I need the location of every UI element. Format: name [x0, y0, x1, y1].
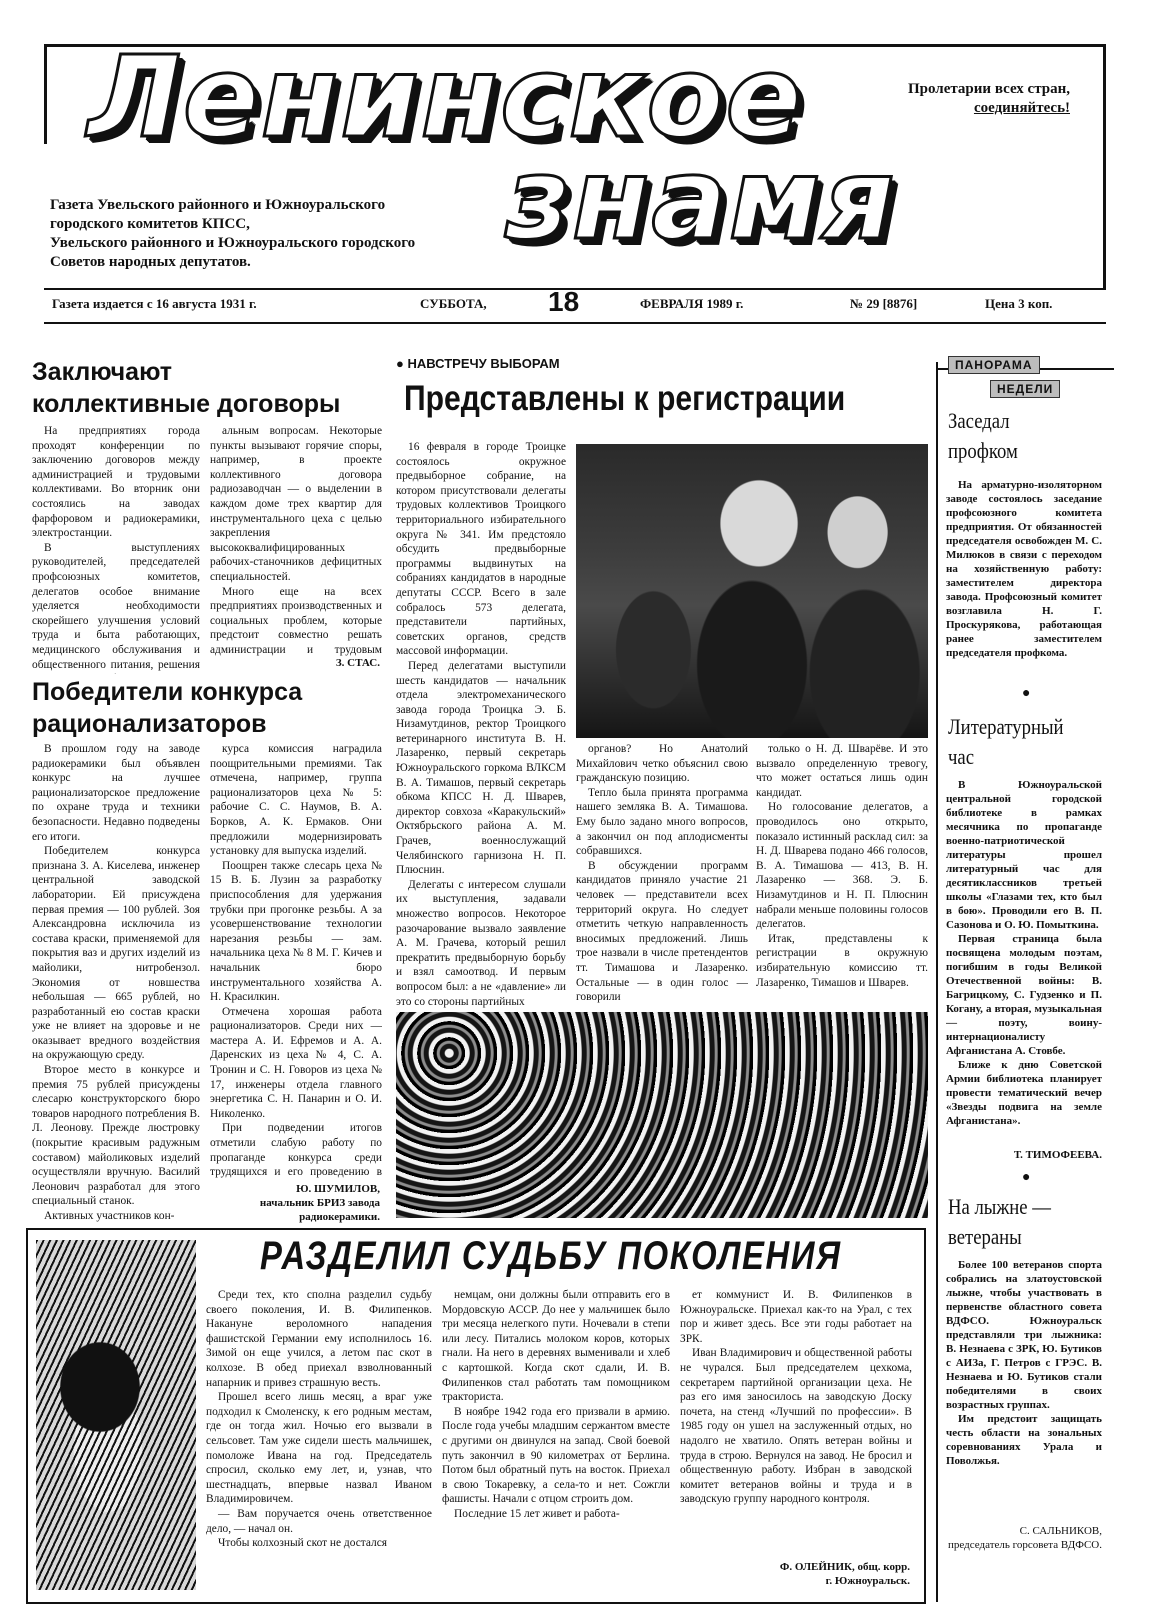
conference-crowd-photo — [396, 1012, 928, 1218]
paragraph: Более 100 ветеранов спорта собрались на златоустовской лыжне, чтобы участвовать в первенстве областного совета ВДФСО. Южноуральск представляли три лыжника: В. Незнаева с ЗРК, Ю. Бутиков с АИЗа, Г. Петров с ГРЭС. В. Незнаева и Ю. Бутиков стали победителями в своих возрастных группах. — [946, 1259, 1102, 1411]
paragraph: Активных участников кон- — [44, 1210, 175, 1222]
panorama-item3-text — [946, 1258, 1102, 1520]
issue-month-year: ФЕВРАЛЯ 1989 г. — [640, 296, 744, 311]
panorama-left-rule — [936, 362, 938, 1602]
title-line: профком — [948, 438, 1018, 463]
panorama-item1-text — [946, 478, 1102, 682]
publisher-line1: Газета Увельского районного и Южноуральского — [50, 197, 386, 213]
contracts-signature: З. СТАС. — [335, 657, 380, 669]
panorama-item2-title — [948, 712, 1064, 772]
panorama-tag: ПАНОРАМА — [948, 356, 1040, 374]
registration-photo — [576, 444, 928, 738]
title-line: час — [948, 744, 975, 769]
paragraph: На предприятиях города проходят конференции по заключению договоров между администрацией и трудовыми коллективами. Во вторник они состоялись на заводах фарфоровом и радиокерамики, электростанции. — [32, 425, 200, 540]
title-line: Литературный — [948, 714, 1064, 739]
signature-role: начальник БРИЗ завода радиокерамики. — [259, 1197, 380, 1223]
rubric-label: НАВСТРЕЧУ ВЫБОРАМ — [407, 356, 560, 371]
paragraph: немцам, они должны были отправить его в Мордовскую АССР. До нее у мальчишек было три месяца нелегкого пути. Ночевали в степи или лесу. Питались молоком коров, которых гнали. На него в деревнях выменивали и хлеб с картошкой. Когда скот сдали, И. В. Филипенков стал работать там помощником тракториста. — [442, 1289, 670, 1404]
generation-signature — [680, 1560, 910, 1588]
contracts-col2 — [210, 424, 382, 656]
paragraph: только о Н. Д. Шварёве. И это вызвало определенную тревогу, что может остаться лишь один кандидат. — [756, 743, 928, 799]
paragraph: В прошлом году на заводе радиокерамики был объявлен конкурс на лучшее рационализаторское предложение по охране труда и техники безопасности. Недавно подведены его итоги. — [32, 743, 200, 843]
rationalizers-col1 — [32, 742, 200, 1222]
paragraph: В Южноуральской центральной городской библиотеке в рамках месячника по пропаганде военно-патриотической литературы прошел литературный час для десятиклассников третьей школы «Глазами тех, кто был в бою». Проводили его В. П. Сазонова и О. Ю. Помыткина. — [946, 779, 1102, 931]
paragraph: Делегаты с интересом слушали их выступления, задавали множество вопросов. Некоторое разочарование вызвало заявление А. М. Грачева, который решил прекратить предвыборную борьбу и взял самоотвод. И первым вопросом был: а не «давление» ли это со стороны партийных — [396, 878, 566, 1008]
panorama-item2-signature: Т. ТИМОФЕЕВА. — [1013, 1149, 1102, 1161]
slogan-line1: Пролетарии всех стран, — [908, 81, 1070, 97]
elections-col3 — [756, 742, 928, 1010]
elections-title: Представлены к регистрации — [404, 379, 846, 418]
issue-number: № 29 [8876] — [850, 296, 918, 311]
paragraph: Чтобы колхозный скот не достался — [218, 1537, 388, 1550]
paragraph: курса комиссия наградила поощрительными премиями. Так отмечена, например, группа рационализаторов цеха № 5: рабочие С. С. Наумов, В. А. Борков, А. К. Ермаков. Они предложили модернизировать установку для выпуска изделий. — [210, 743, 382, 858]
generation-col1 — [206, 1288, 432, 1592]
issue-price: Цена 3 коп. — [985, 296, 1053, 311]
paragraph: Первая страница была посвящена молодым поэтам, погибшим в годы Великой Отечественной войны: В. Багрицкому, С. Гудзенко и П. Когану, а вторая, музыкальная — поэту, воину-интернационалисту Афганистана А. Стовбе. — [946, 933, 1102, 1057]
paragraph: Ближе к дню Советской Армии библиотека планирует провести тематический вечер «Звезды подвига на земле Афганистана». — [946, 1059, 1102, 1127]
contracts-title-line2: коллективные договоры — [32, 390, 341, 418]
signature-place: г. Южноуральск. — [825, 1575, 910, 1587]
panorama-item3-title — [948, 1192, 1051, 1252]
paragraph: Иван Владимирович и общественной работы не чурался. Был председателем цехкома, секретарем партийной организации цеха. Не раз его имя заносилось на заводскую Доску почета, на стенд «Лучший по профессии». В 1985 году он ушел на заслуженный отдых, но надолго не хватило. Опять ветеран войны и труда в строю. Вернулся на завод. Не бросил и общественную работу. Избран в заводской комитет ветеранов войны и труда и в заводскую группу народного контроля. — [680, 1347, 912, 1506]
rationalizers-title-line2: рационализаторов — [32, 710, 267, 738]
paragraph: Второе место в конкурсе и премия 75 рублей присуждены слесарю конструкторского бюро товаров народного потребления В. Л. Леонову. Прежде люстровку (покрытие красивым радужным составом) майоликовых изделий осуществляли вручную. Василий Леонович разработал для этого специальный станок. — [32, 1064, 200, 1208]
contracts-col1 — [32, 424, 200, 674]
paragraph: ет коммунист И. В. Филипенков в Южноуральске. Приехал как-то на Урал, с тех пор и живет здесь. Все эти годы работает на ЗРК. — [680, 1289, 912, 1345]
issue-since: Газета издается с 16 августа 1931 г. — [52, 296, 257, 311]
publisher-line4: Советов народных депутатов. — [50, 254, 251, 270]
signature-name: Ю. ШУМИЛОВ, — [296, 1183, 380, 1195]
bullet-icon: ● — [1022, 1170, 1031, 1185]
paragraph: альным вопросам. Некоторые пункты вызывают горячие споры, например, в проекте коллективного договора радиозаводчан — о выделении в каждом доме трех квартир для инструментального цеха с целью закрепления высококвалифицированных рабочих-станочников дефицитных специальностей. — [210, 425, 382, 583]
signature-role: председатель горсовета ВДФСО. — [948, 1539, 1102, 1551]
generation-col2 — [442, 1288, 670, 1592]
signature-name: С. САЛЬНИКОВ, — [1019, 1525, 1102, 1537]
paragraph: Тепло была принята программа нашего земляка В. А. Тимашова. Ему было задано много вопросов, а закончил он под аплодисменты собравшихся. — [576, 786, 748, 858]
paragraph: органов? Но Анатолий Михайлович четко объяснил свою гражданскую позицию. — [576, 743, 748, 785]
paragraph: При подведении итогов отметили слабую работу по пропаганде конкурса среди трудящихся и его проведению в — [210, 1122, 382, 1179]
panorama-item3-signature — [946, 1524, 1102, 1552]
generation-col3 — [680, 1288, 912, 1558]
paragraph: В обсуждении программ кандидатов приняло участие 21 человек — представители всех территорий округа. Но следует отметить четкую направленность вносимых предложений. Лишь трое назвали в числе претендентов тт. Тимашова и Лазаренко. Остальные — в один голос — говорили — [576, 859, 748, 1004]
paragraph: Им предстоит защищать честь области на зональных соревнованиях Урала и Поволжья. — [946, 1413, 1102, 1467]
paragraph: 16 февраля в городе Троицке состоялось окружное предвыборное собрание, на котором присутствовали делегаты трудовых коллективов Троицкого территориального избирательного округа № 341. Им предстояло обсудить предвыборные программы выдвинутых на собраниях кандидатов в народные депутаты СССР. Всего в зале собралось 573 делегата, представители партийных, советских органов, средств массовой информации. — [396, 441, 566, 658]
paragraph: Перед делегатами выступили шесть кандидатов — начальник отдела электромеханического завода города Троицка Э. Б. Низамутдинов, ректор Троицкого ветеринарного института В. Н. Лазаренко, первый секретарь Южноуральского горкома ВЛКСМ В. А. Тимашов, первый секретарь обкома КПСС Н. Д. Шварев, директор совхоза «Каракульский» Октябрьского района А. М. Грачев, военнослужащий Челябинского гарнизона Н. П. Плюснин. — [396, 659, 566, 877]
rationalizers-title-line1: Победители конкурса — [32, 678, 303, 706]
publisher-info — [50, 196, 520, 272]
elections-col2 — [576, 742, 748, 1010]
paragraph: Прошел всего лишь месяц, а враг уже подходил к Смоленску, к его родным местам, где он тогда жил. Ночью его вызвали в сельсовет. Там уже сидели шесть мальчишек, помоложе Ивана на год. Председатель спросил, сколько ему лет, и, узнав, что шестнадцать, впервые назвал Иваном Владимировичем. — [206, 1391, 432, 1506]
paragraph: Поощрен также слесарь цеха № 15 В. Б. Лузин за разработку приспособления для удержания трубки при прогонке резьбы. А за усовершенствование технологии нарезания резьбы — зам. начальника цеха № 8 М. Г. Кичев и начальник бюро инструментального хозяйства А. Н. Красилкин. — [210, 859, 382, 1004]
title-line: ветераны — [948, 1224, 1022, 1249]
paragraph: Победителем конкурса признана З. А. Киселева, инженер центральной заводской лаборатории. Ей присуждена первая премия — 100 рублей. Зоя Александровна исключила из состава краски, применяемой для покрытия ваз и других изделий из майолики, нитробензол. Экономия от новшества небольшая — 665 рублей, но разработанный ею состав краски уже не влияет на здоровье и не оказывает вредного воздействия на окружающую среду. — [32, 845, 200, 1062]
paragraph: Много еще на всех предприятиях производственных и социальных проблем, которые предстоит совместно решать администрации и трудовым — [210, 585, 382, 656]
paragraph: Отмечена хорошая работа рационализаторов. Среди них — мастера А. И. Ефремов и А. А. Даренских из цеха № 4, С. А. Тронин и С. Н. Говоров из цеха № 17, инженеры отдела главного энергетика С. Н. Панарин и О. И. Николенко. — [210, 1005, 382, 1120]
paragraph: На арматурно-изоляторном заводе состоялось заседание профсоюзного комитета предприятия. От обязанностей председателя освобожден М. С. Милюков в связи с переходом на хозяйственную работу: заместителем директора завода. Профсоюзный комитет возглавила Н. Г. Проскурякова, работающая ранее заместителем председателя профкома. — [946, 479, 1102, 659]
generation-title: РАЗДЕЛИЛ СУДЬБУ ПОКОЛЕНИЯ — [260, 1234, 842, 1278]
rationalizers-signature — [210, 1182, 380, 1224]
elections-col1 — [396, 440, 566, 1010]
newspaper-logo-line2: знамя — [505, 135, 897, 265]
title-line: На лыжне — — [948, 1194, 1051, 1219]
soldier-illustration — [36, 1240, 196, 1590]
contracts-title — [32, 356, 340, 420]
slogan-line2: соединяйтесь! — [973, 100, 1070, 116]
panorama-item1-title — [948, 406, 1018, 466]
paragraph: В выступлениях руководителей, председателей профсоюзных комитетов, делегатов особое внимание уделяется необходимости скорейшего улучшения условий труда и быта работающих, медицинского обслуживания и общественного питания, решения — [32, 541, 200, 671]
paragraph: — Вам поручается очень ответственное дело, — начал он. — [206, 1507, 432, 1535]
issue-day: 18 — [548, 286, 580, 317]
rationalizers-title — [32, 676, 302, 740]
masthead-right-rule — [1103, 44, 1106, 288]
rationalizers-col2 — [210, 742, 382, 1182]
paragraph: Последние 15 лет живет и работа- — [454, 1507, 620, 1520]
paragraph: Итак, представлены к регистрации в окружную избирательную комиссию тт. Лазаренко, Тимашов и Шварев. — [756, 932, 928, 989]
paragraph: Но голосование делегатов, а проводилось оно открыто, показало истинный расклад сил: за Н. Д. Шварева подано 466 голосов, В. А. Тимашова — 413, В. Н. Лазаренко — 368. Э. Б. Низамутдинов и Н. П. Плюснин набрали меньше половины голосов делегатов. — [756, 801, 928, 931]
newspaper-logo-line1: Ленинское — [88, 33, 804, 163]
slogan — [860, 80, 1070, 118]
panorama-item2-text — [946, 778, 1102, 1146]
paragraph: В ноябре 1942 года его призвали в армию. После года учебы младшим сержантом вместе с другими он двинулся на запад. Свой боевой путь закончил в 90 километрах от Берлина. Потом был обратный путь на восток. Приехал в свою Токаревку, а села-то и нет. Сожгли фашисты. Начали с отцом строить дом. — [442, 1405, 670, 1506]
publisher-line2: городского комитетов КПСС, — [50, 216, 250, 232]
publisher-line3: Увельского районного и Южноуральского городского — [50, 235, 416, 251]
contracts-title-line1: Заключают — [32, 358, 173, 386]
signature-name: Ф. ОЛЕЙНИК, общ. корр. — [779, 1561, 910, 1573]
bullet-icon: ● — [396, 356, 408, 371]
issue-weekday: СУББОТА, — [420, 296, 487, 311]
title-line: Заседал — [948, 408, 1010, 433]
issue-bar-bottom-rule — [44, 322, 1106, 324]
elections-rubric — [396, 356, 560, 371]
panorama-week-tag: НЕДЕЛИ — [990, 380, 1060, 398]
masthead-left-rule — [44, 44, 47, 144]
paragraph: Среди тех, кто сполна разделил судьбу своего поколения, И. В. Филипенков. Накануне вероломного нападения фашистской Германии ему исполнилось 16. Зимой он еще учился, а летом пас скот в колхозе. В обед приехал взволнованный напарник и привез страшную весть. — [206, 1289, 432, 1389]
bullet-icon: ● — [1022, 686, 1031, 701]
